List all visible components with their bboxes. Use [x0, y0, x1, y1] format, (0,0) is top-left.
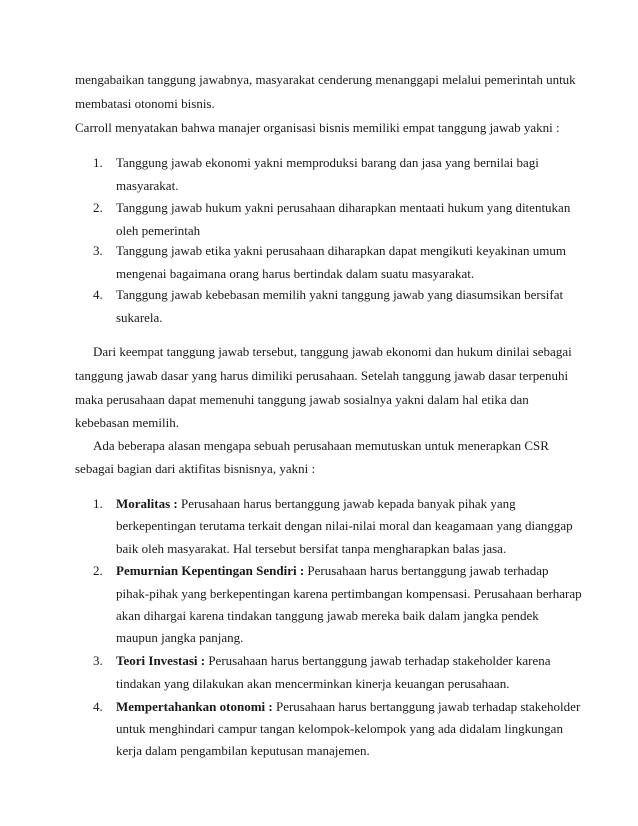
list-number: 3.: [93, 243, 103, 258]
paragraph-line: sebagai bagian dari aktifitas bisnisnya, yakni :: [75, 461, 316, 476]
list-item-line: Tanggung jawab ekonomi yakni memproduksi barang dan jasa yang bernilai bagi: [116, 155, 539, 170]
list-item-line: pihak-pihak yang berkepentingan karena pertimbangan kompensasi. Perusahaan berharap: [116, 586, 582, 601]
list-number: 2.: [93, 200, 103, 215]
list-item-line: mengenai bagaimana orang harus bertindak dalam suatu masyarakat.: [116, 266, 475, 281]
paragraph-line: mengabaikan tanggung jawabnya, masyarakat cenderung menanggapi melalui pemerintah untuk: [75, 72, 576, 87]
list-item-heading: Pemurnian Kepentingan Sendiri :: [116, 563, 305, 578]
list-number: 1.: [93, 155, 103, 170]
paragraph-line: Dari keempat tanggung jawab tersebut, tanggung jawab ekonomi dan hukum dinilai sebagai: [93, 344, 572, 359]
list-item-line: tindakan yang dilakukan akan mencerminkan kinerja keuangan perusahaan.: [116, 676, 510, 691]
paragraph-line: kebebasan memilih.: [75, 415, 179, 430]
list-item-heading: Mempertahankan otonomi :: [116, 699, 273, 714]
list-number: 4.: [93, 287, 103, 302]
list-item-line: baik oleh masyarakat. Hal tersebut bersifat tanpa mengharapkan balas jasa.: [116, 541, 507, 556]
paragraph-line: Ada beberapa alasan mengapa sebuah perusahaan memutuskan untuk menerapkan CSR: [93, 438, 549, 453]
list-item-line: kerja dalam pengambilan keputusan manajemen.: [116, 743, 370, 758]
list-item-line: [116, 496, 516, 512]
list-item-text: Perusahaan harus bertanggung jawab terhadap stakeholder: [272, 699, 581, 714]
list-number: 2.: [93, 563, 103, 578]
list-item-line: untuk menghindari campur tangan kelompok-kelompok yang ada didalam lingkungan: [116, 721, 563, 736]
list-item-text: Perusahaan harus bertanggung jawab terhadap stakeholder karena: [205, 653, 551, 668]
list-item-line: [116, 563, 549, 579]
list-item-line: Tanggung jawab kebebasan memilih yakni tanggung jawab yang diasumsikan bersifat: [116, 287, 564, 302]
list-item-line: oleh pemerintah: [116, 223, 201, 238]
paragraph-line: Carroll menyatakan bahwa manajer organisasi bisnis memiliki empat tanggung jawab yakni :: [75, 120, 560, 135]
list-item-text: Perusahaan harus bertanggung jawab kepada banyak pihak yang: [177, 496, 516, 511]
list-number: 4.: [93, 699, 103, 714]
paragraph-line: membatasi otonomi bisnis.: [75, 96, 215, 111]
paragraph-line: maka perusahaan dapat memenuhi tanggung jawab sosialnya yakni dalam hal etika dan: [75, 392, 529, 407]
list-item-line: akan dihargai karena tindakan tanggung jawab mereka baik dalam jangka pendek: [116, 608, 539, 623]
list-item-text: Perusahaan harus bertanggung jawab terhadap: [304, 563, 549, 578]
list-item-line: sukarela.: [116, 310, 163, 325]
list-item-line: [116, 653, 551, 669]
list-number: 3.: [93, 653, 103, 668]
list-item-line: [116, 699, 580, 715]
list-item-line: berkepentingan terutama terkait dengan nilai-nilai moral dan keagamaan yang dianggap: [116, 518, 573, 533]
list-item-line: masyarakat.: [116, 178, 179, 193]
list-item-line: Tanggung jawab etika yakni perusahaan diharapkan dapat mengikuti keyakinan umum: [116, 243, 566, 258]
list-number: 1.: [93, 496, 103, 511]
list-item-line: Tanggung jawab hukum yakni perusahaan diharapkan mentaati hukum yang ditentukan: [116, 200, 571, 215]
list-item-heading: Moralitas :: [116, 496, 178, 511]
list-item-line: maupun jangka panjang.: [116, 630, 244, 645]
paragraph-line: tanggung jawab dasar yang harus dimiliki perusahaan. Setelah tanggung jawab dasar terpenuhi: [75, 368, 569, 383]
list-item-heading: Teori Investasi :: [116, 653, 206, 668]
